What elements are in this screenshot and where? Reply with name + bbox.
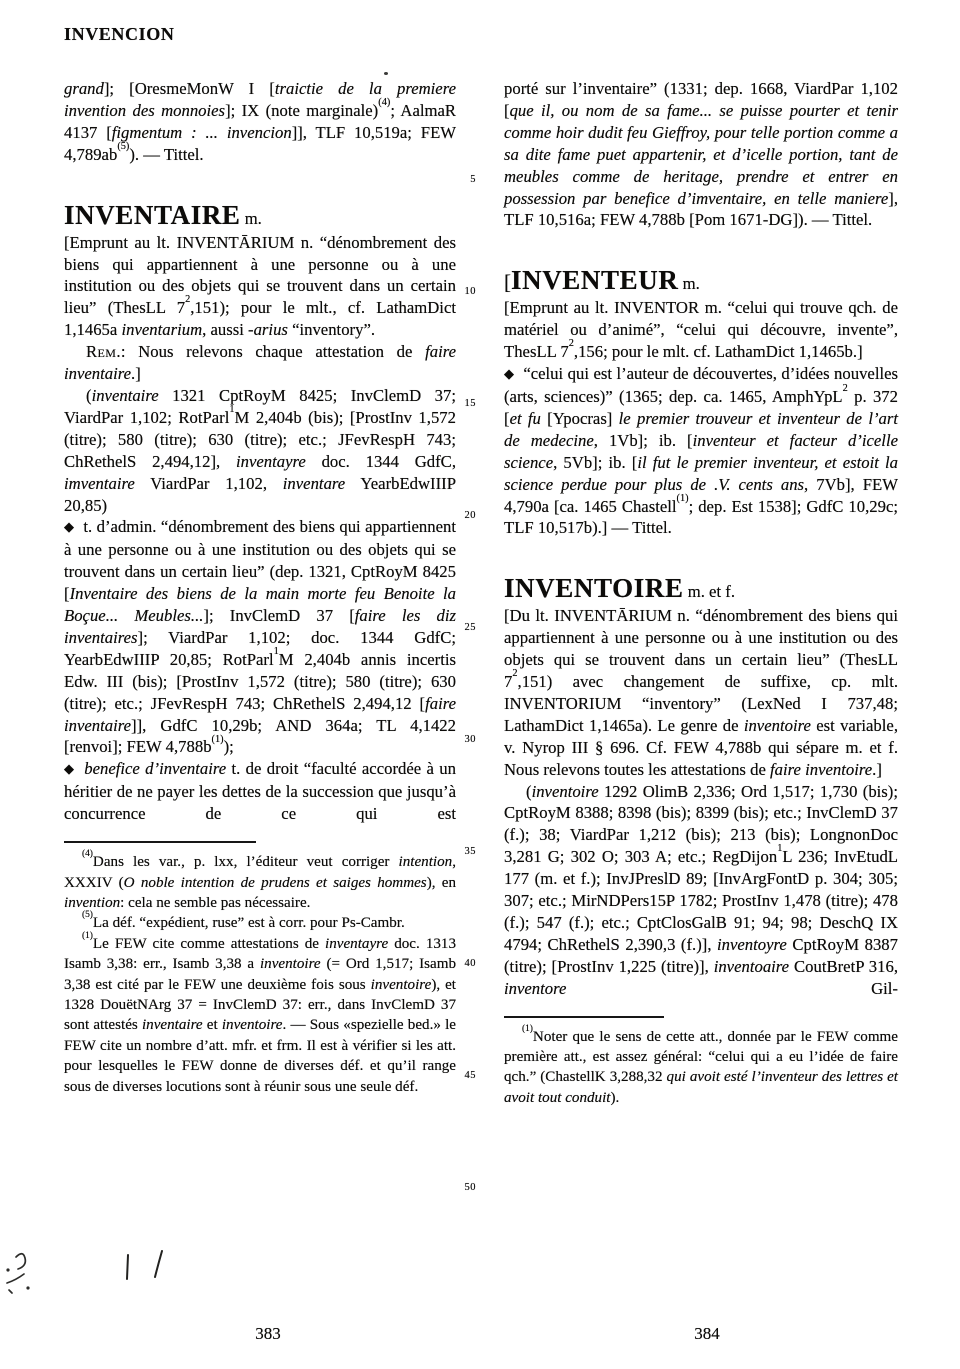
text-run-italic: le premier trouveur et inventeur de l’art de medecine [504, 408, 899, 450]
text-run: ]], GdfC 10,29b; AND 364a; TL 4,1422 [renvoi]; FEW 4,788b [64, 715, 456, 757]
small-caps-label: Rem. [86, 342, 121, 362]
footnote [64, 930, 457, 1097]
text-run: [Ypocras] [540, 408, 619, 428]
text-run: , 5Vb]; ib. [ [553, 452, 638, 472]
diamond-bullet: ◆ [64, 761, 76, 777]
text-run: . — Sous «spezielle bed.» le FEW cite un nombre d’att. mfr. et frm. Il est à vérifier si les att. pour lesquelles le FEW donne de diverses déf. et qu’il range sous de diverses locutions sont à réunir sous une seule déf. [64, 1017, 456, 1095]
gender-label: m. [678, 274, 700, 294]
text-run-italic: O noble intention de prudens et saiges hommes [123, 874, 427, 891]
footnote-separator [504, 1016, 664, 1018]
paragraph [504, 297, 898, 363]
margin-line-number: 35 [464, 846, 476, 857]
text-run-italic: inventayre [325, 935, 389, 952]
diamond-bullet: ◆ [64, 519, 75, 535]
text-run: , 1Vb]; ib. [ [593, 430, 693, 450]
ink-speck [384, 72, 388, 75]
text-run: doc. 1344 GdfC, [305, 451, 456, 471]
superscript-reference: 1 [777, 843, 783, 855]
text-run: ,151); pour le mlt., cf. LathamDict 1,1465a [64, 298, 456, 340]
text-run: ]; ViardPar 1,102; doc. 1344 GdfC; YearbEdwIIIP 20,85; RotParl [64, 627, 456, 669]
paragraph [504, 605, 898, 780]
text-run-italic: inventore [504, 978, 567, 998]
text-run: ]; IX (note marginale) [225, 100, 379, 120]
text-run-italic: inventoire [743, 715, 811, 735]
gender-label: m. et f. [683, 582, 736, 602]
superscript-reference: 1 [229, 403, 235, 415]
text-run: L 236; InvEtudL 177 (m. et f.); InvJPreslD 89; [InvArgFontD p. 304; 305; 307; etc.; MirNDPers15P 1782; ProstInv 1,478 (titre); 478 (f.); 547 (f.); etc.; CptClosGalB 91; 94; 98; DeschQ IX 4794; ChRethelS 2,390,3 (f.)], [504, 847, 899, 954]
text-run-italic: inventoire [221, 1017, 283, 1034]
superscript-reference: (1) [211, 733, 224, 745]
superscript-reference: 1 [273, 645, 279, 657]
text-run: ]], TLF 10,519a; FEW 4,789ab [64, 122, 457, 164]
superscript-reference: 2 [512, 668, 518, 680]
text-run-italic: invention [64, 894, 121, 911]
margin-line-number: 30 [464, 734, 476, 745]
text-run: Gil- [566, 978, 898, 998]
text-run: “inventory”. [287, 320, 376, 340]
margin-line-number: 5 [470, 174, 476, 185]
footnote [64, 910, 456, 933]
text-run-italic: faire inventaire [64, 693, 456, 735]
text-run-italic: -arius [248, 320, 288, 340]
text-run: La déf. “expédient, ruse” est à corr. pour Ps-Cambr. [92, 915, 405, 932]
right-column [504, 78, 898, 1108]
text-run: ; dep. Est 1538]; GdfC 10,29c; TLF 10,517b).] — Tittel. [504, 496, 899, 538]
text-run: YearbEdwIIIP 20,85) [64, 473, 457, 515]
paragraph [64, 385, 456, 516]
text-run: , aussi [202, 320, 249, 340]
text-run-italic: inventayre [235, 451, 306, 471]
superscript-reference: (1) [82, 930, 93, 941]
text-run-italic: inventaire [91, 385, 159, 405]
handwritten-correction-mark [116, 1248, 186, 1284]
text-run-italic: Inventaire des biens de la main morte feu Benoite la Boçue... Meubles... [64, 584, 456, 626]
superscript-reference: 2 [185, 294, 191, 306]
text-run-italic: figmentum : ... invencion [111, 122, 292, 142]
text-run: [Du lt. INVENTĀRIUM n. “dénombrement des biens qui appartiennent à une personne ou à une institution ou des objets qui se trouvent dans un certain lieu” (ThesLL 7 [504, 606, 898, 692]
text-run-italic: faire inventoire [770, 759, 873, 779]
text-run: Dans les var., p. lxx, l’éditeur veut corriger [92, 854, 399, 871]
footnote [504, 1023, 898, 1109]
text-run: : Nous relevons chaque attestation de [120, 342, 426, 362]
text-run-italic: inventoire [531, 781, 599, 801]
superscript-reference: (1) [522, 1023, 533, 1034]
text-run: ; AalmaR 4137 [ [64, 100, 457, 142]
paragraph [64, 758, 456, 825]
text-run: (= Ord 1,517; Isamb 3,38 est cité par le FEW une deuxième fois sous [64, 956, 456, 993]
text-run-italic: inventaire [141, 1017, 203, 1034]
superscript-reference: (5) [117, 140, 130, 152]
text-run-italic: inventarium [121, 320, 203, 340]
text-run: 1321 CptRoyM 8425; InvClemD 37; ViardPar 1,102; RotParl [64, 385, 456, 427]
margin-line-number: 10 [464, 286, 476, 297]
text-run-italic: inventoaire [713, 956, 790, 976]
text-run: ). — Tittel. [129, 144, 204, 164]
text-run: et [202, 1017, 222, 1034]
text-run-italic: inventoire [370, 976, 432, 993]
text-run-italic: inventeur et facteur d’icelle science [504, 430, 898, 472]
text-run-italic: que il, ou nom de sa fame... se puisse pourter et tenir comme hoir dudit feu Gieffroy, pour telle portion comme a sa dite fame puet appartenir, et d’icelle portion, tant de meubles comme de heritage, prendre et entrer en possession par benefice d’imventaire, en telle maniere [504, 100, 898, 208]
text-run: , 7Vb], FEW 4,790a [ca. 1465 Chastell [504, 474, 898, 516]
diamond-bullet: ◆ [504, 366, 515, 382]
gender-label: m. [240, 208, 262, 228]
margin-line-number: 25 [464, 622, 476, 633]
text-run: ]; [OresmeMonW I [ [103, 79, 275, 98]
superscript-reference: (1) [676, 492, 689, 504]
text-run-italic: inventoire [259, 956, 321, 973]
text-run: t. de droit “faculté accordée à un héritier de ne payer les dettes de la succession que jusqu’à concurrence de ce qui est [64, 759, 456, 824]
text-run-italic: et fu [509, 408, 541, 428]
text-run: ], TLF 10,516a; FEW 4,788b [Pom 1671-DG]). — Tittel. [504, 188, 898, 230]
bracket: [ [504, 270, 511, 295]
text-run-italic: benefice d’inventaire [84, 759, 227, 779]
entry-headword [504, 573, 898, 603]
margin-line-number: 15 [464, 398, 476, 409]
superscript-reference: (4) [82, 849, 93, 860]
text-run: Le FEW cite comme attestations de [92, 935, 326, 952]
text-run: CptRoyM 8387 (titre); [ProstInv 1,225 (titre)], [504, 934, 898, 976]
text-run-italic: imventaire [64, 473, 135, 493]
text-run: M 2,404b (bis); [ProstInv 1,572 (titre); 580 (titre); 630 (titre); etc.; JFevRespH 743; ChRethelS 2,494,12], [64, 407, 456, 471]
headword-text: INVENTOIRE [504, 573, 684, 604]
handwritten-margin-mark [2, 1250, 38, 1300]
paragraph [504, 363, 898, 539]
text-run: ( [86, 385, 92, 405]
paragraph [64, 516, 456, 758]
text-run: ,151) avec changement de suffixe, cp. mlt. INVENTORIUM “inventory” (LexNed I 737,48; LathamDict 1,1465a). Le genre de [504, 672, 898, 735]
running-head: INVENCION [64, 24, 175, 44]
text-run: Noter que le sens de cette att., donnée par le FEW comme première att., est assez général: “celui qui a eu l’idée de faire qch.” (ChastellK 3,288,32 [504, 1028, 898, 1086]
paragraph [64, 78, 456, 166]
page-number-right: 384 [694, 1324, 720, 1343]
superscript-reference: 2 [842, 383, 848, 395]
margin-line-number: 20 [464, 510, 476, 521]
text-run: ), et 1328 DouëtNArg 37 = InvClemD 37: err., dans InvClemD 37 sont attestés [64, 976, 457, 1034]
text-run: ); [223, 737, 234, 757]
text-run: ), en [426, 874, 457, 891]
paragraph [504, 781, 898, 1000]
entry-headword [64, 200, 456, 230]
superscript-reference: (5) [82, 910, 93, 921]
paragraph [64, 341, 456, 385]
text-run-italic: grand [64, 79, 104, 98]
text-run: ( [526, 781, 532, 801]
headword-text: INVENTEUR [511, 265, 679, 296]
paragraph [504, 78, 898, 231]
text-run-italic: inventare [282, 473, 346, 493]
text-run-italic: intention [398, 854, 453, 871]
text-run: p. 372 [ [504, 386, 898, 428]
text-run: est variable, v. Nyrop III § 696. Cf. FEW 4,788b qui sépare m. et f. Nous relevons toutes les attestations de [504, 715, 898, 779]
text-run: CoutBretP 316, [789, 956, 898, 976]
text-run-italic: faire les diz inventaires [64, 606, 456, 647]
text-run: porté sur l’inventaire” (1331; dep. 1668, ViardPar 1,102 [ [504, 79, 898, 120]
text-run: ,156; pour le mlt. cf. LathamDict 1,1465b.] [573, 342, 863, 362]
superscript-reference: (4) [378, 97, 391, 108]
margin-line-number: 50 [464, 1182, 476, 1193]
text-run-italic: qui avoit esté l’inventeur des lettres et avoit tout conduit [504, 1069, 898, 1106]
text-run: 1292 OlimB 2,336; Ord 1,517; 1,730 (bis); CptRoyM 8388; 8398 (bis); 8399 (bis); etc.; InvClemD 37 (f.); 38; ViardPar 1,212 (bis); 213 (bis); LongnonDoc 3,281 G; 302 O; 303 A; etc.; RegDijon [504, 781, 898, 867]
text-run: .] [131, 364, 141, 384]
text-run-italic: faire inventaire [64, 342, 456, 384]
text-run-italic: inventoyre [717, 934, 787, 954]
left-column [64, 78, 456, 1097]
text-run: .] [872, 759, 882, 779]
margin-line-number: 45 [464, 1070, 476, 1081]
paragraph [64, 232, 456, 342]
text-run: doc. 1313 Isamb 3,38: err., Isamb 3,38 a [64, 935, 457, 973]
headword-text: INVENTAIRE [64, 199, 241, 230]
text-run: M 2,404b annis incertis Edw. III (bis); [ProstInv 1,572 (titre); 580 (titre); 630 (titre); etc.; JFevRespH 743; ChRethelS 2,494,12 [ [64, 649, 456, 713]
entry-headword [504, 265, 898, 295]
text-run-italic: traictie de la premiere invention des monnoies [64, 79, 456, 120]
page-number-left: 383 [255, 1324, 281, 1343]
text-run: ViardPar 1,102, [134, 473, 283, 493]
text-run: , XXXIV ( [64, 854, 456, 891]
superscript-reference: 2 [568, 338, 574, 350]
text-run: ]; InvClemD 37 [ [203, 606, 355, 626]
margin-line-number: 40 [464, 958, 476, 969]
footnote [64, 849, 457, 913]
text-run-italic: il fut le premier inventeur, et estoit la science perdue pour plus de .V. cents ans [504, 452, 898, 494]
text-run: : cela ne semble pas nécessaire. [120, 894, 311, 911]
text-run: ). [610, 1089, 620, 1106]
footnote-separator [64, 841, 256, 843]
text-run: t. d’admin. “dénombrement des biens qui appartiennent à une personne ou à une institution ou des objets qui se trouvent dans un certain lieu” (dep. 1321, CptRoyM 8425 [ [64, 517, 456, 604]
text-run: “celui qui est l’auteur de découvertes, d’idées nouvelles (arts, sciences)” (1365; dep. ca. 1465, AmphYpL [504, 364, 899, 406]
text-run: [Emprunt au lt. INVENTOR m. “celui qui trouve qch. de matériel ou d’animé”, “celui qui découvre, invente”, ThesLL 7 [504, 298, 898, 362]
text-run: [Emprunt au lt. INVENTĀRIUM n. “dénombrement des biens qui appartiennent à une personne ou à une institution ou des objets qui se trouvent dans un certain lieu” (ThesLL 7 [64, 232, 456, 318]
